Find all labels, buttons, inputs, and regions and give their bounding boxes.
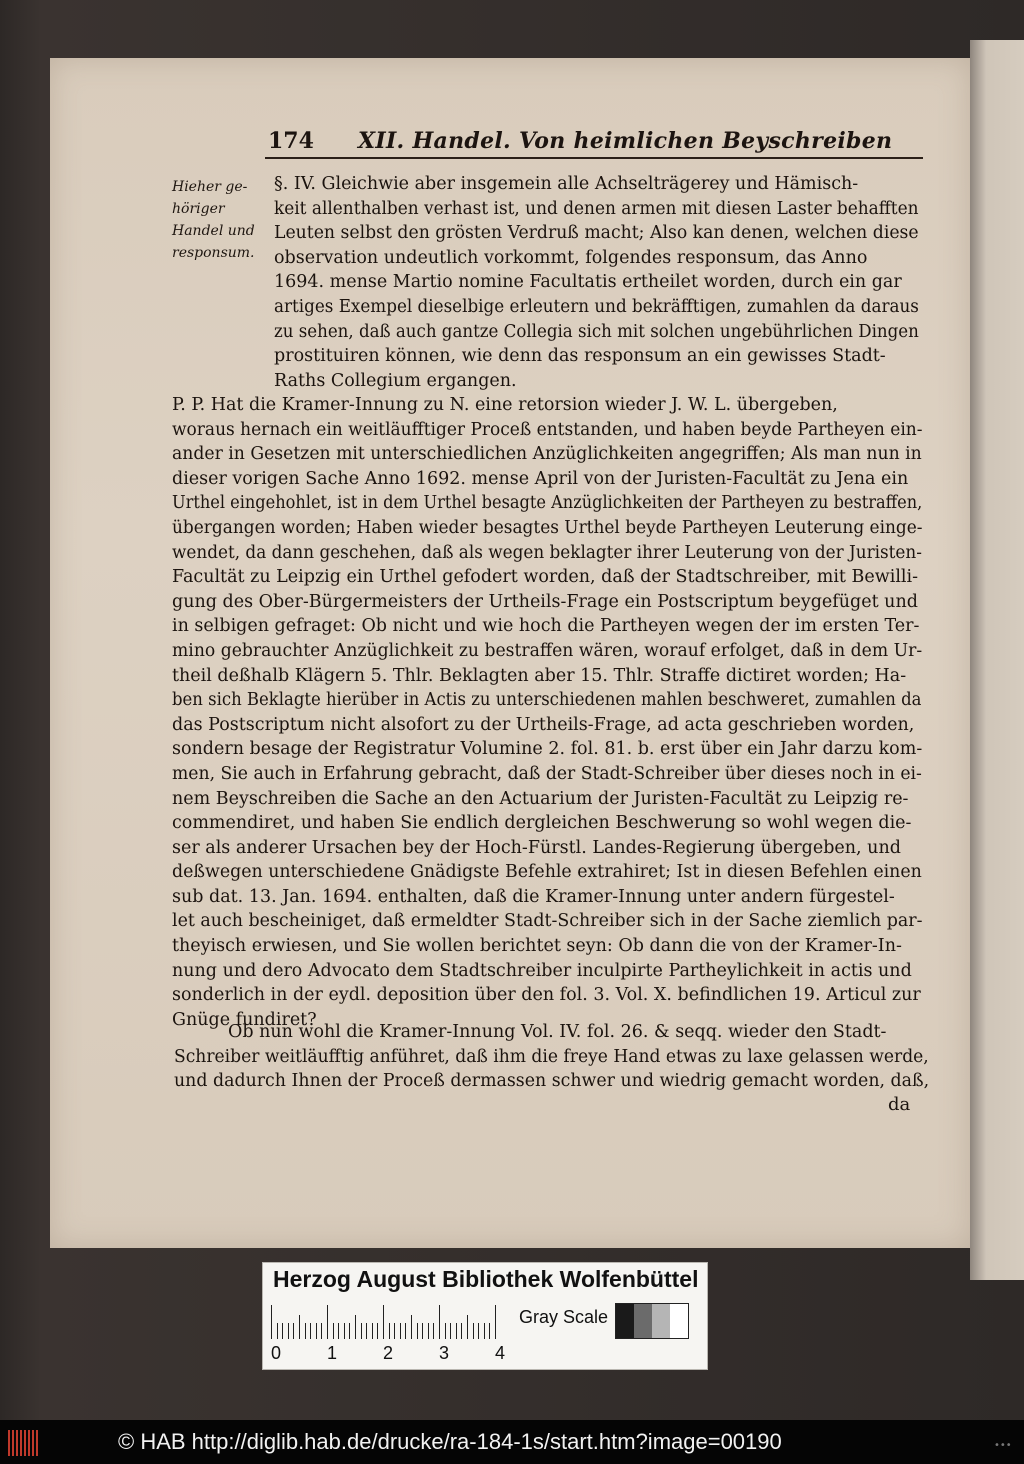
text-line: commendiret, und haben Sie endlich dergleichen Beschwerung so wohl wegen die- [172,813,912,834]
text-line: observation undeutlich vorkommt, folgendes responsum, das Anno [274,247,868,268]
running-title: XII. Handel. Von heimlichen Beyschreiben [358,128,893,154]
logo-stripe [16,1430,18,1456]
text-line: Ob nun wohl die Kramer-Innung Vol. IV. fol. 26. & seqq. wieder den Stadt- [228,1022,887,1042]
margin-note-line: Hieher ge- [172,179,248,195]
footer-bar [0,1420,1024,1464]
ruler-tick [293,1323,294,1339]
gray-scale-swatches [615,1303,689,1339]
ruler-tick [299,1315,300,1339]
ruler-tick [433,1323,434,1339]
paragraph-pp [172,393,922,1032]
text-line: Schreiber weitläufftig anführet, daß ihm die freye Hand etwas zu laxe gelassen werde, [174,1046,929,1067]
logo-stripe [20,1430,22,1456]
text-line: übergangen worden; Haben wieder besagtes Urthel beyde Partheyen Leuterung einge- [172,517,923,538]
ruler-tick [316,1323,317,1339]
text-line: zu sehen, daß auch gantze Collegia sich mit solchen ungebührlichen Dingen [274,321,919,342]
gray-scale-label: Gray Scale [519,1307,609,1327]
text-line: prostituiren können, wie denn das responsum an ein gewisses Stadt- [274,346,886,367]
text-line: Urthel eingehohlet, ist in dem Urthel besagte Anzüglichkeiten der Partheyen zu bestraffen, [172,493,923,514]
text-line: Gnüge fundiret? [172,1009,317,1030]
margin-note [172,176,268,264]
text-line: woraus hernach ein weitläufftiger Proceß entstanden, und haben beyde Partheyen ein- [172,419,923,440]
text-line: ben sich Beklagte hierüber in Actis zu unterschiedenen mahlen beschweret, zumahlen da [172,690,922,711]
ruler-tick [271,1305,272,1339]
gray-swatch [634,1304,652,1338]
text-line: men, Sie auch in Erfahrung gebracht, daß der Stadt-Schreiber über dieses noch in ei- [172,763,922,784]
logo-stripe [8,1430,10,1456]
text-line: 1694. mense Martio nomine Facultatis ertheilet worden, durch ein gar [274,272,902,293]
logo-stripe [12,1430,14,1456]
ruler-number: 1 [327,1343,338,1363]
text-line: artiges Exempel dieselbige erleutern und bekräfftigen, zumahlen da daraus [274,296,919,317]
ruler-tick [383,1305,384,1339]
adjacent-page-edge [970,40,1024,1280]
ruler-tick [344,1323,345,1339]
gray-swatch [670,1304,688,1338]
ruler-tick [495,1305,496,1339]
text-line: §. IV. Gleichwie aber insgemein alle Achselträgerey und Hämisch- [274,174,859,194]
catchword: da [888,1094,911,1115]
text-line: wendet, da dann geschehen, daß als wegen beklagter ihrer Leuterung von der Juristen- [172,542,922,563]
footer-copyright-url[interactable]: © HAB http://diglib.hab.de/drucke/ra-184-1s/start.htm?image=00190 [118,1429,782,1454]
text-line: gung des Ober-Bürgermeisters der Urtheils-Frage ein Postscriptum beygefüget und [172,591,918,612]
page-number: 174 [268,128,314,154]
text-line: theil deßhalb Klägern 5. Thlr. Beklagten aber 15. Thlr. Straffe dictiret worden; Ha- [172,665,907,686]
ruler-tick [400,1323,401,1339]
ruler-tick [277,1323,278,1339]
text-line: und dadurch Ihnen der Proceß dermassen schwer und wiedrig gemacht worden, daß, [174,1071,930,1092]
ruler-tick [461,1323,462,1339]
ruler-tick [422,1323,423,1339]
ruler-tick [389,1323,390,1339]
text-line: keit allenthalben verhast ist, und denen armen mit diesen Laster behafften [274,198,919,219]
gray-swatch [652,1304,670,1338]
ruler-tick [288,1323,289,1339]
ruler-numbers [267,1343,517,1365]
ruler-tick [428,1323,429,1339]
paragraph-section-iv [274,172,919,393]
ruler-tick [489,1323,490,1339]
text-line: deßwegen unterschiedene Gnädigste Befehle extrahiret; Ist in diesen Befehlen einen [172,862,922,883]
ruler-tick [377,1323,378,1339]
ruler-tick [467,1315,468,1339]
ruler-tick [417,1323,418,1339]
text-line: ser als anderer Ursachen bey der Hoch-Fürstl. Landes-Regierung übergeben, und [172,837,901,858]
text-line: nem Beyschreiben die Sache an den Actuarium der Juristen-Facultät zu Leipzig re- [172,788,909,809]
ruler-tick [405,1323,406,1339]
ruler-tick [310,1323,311,1339]
ruler-tick [450,1323,451,1339]
hab-logo-icon [8,1430,38,1456]
margin-note-line: Handel und [172,223,255,239]
ruler-tick [411,1315,412,1339]
ruler-tick [473,1323,474,1339]
scale-ruler [271,1305,511,1339]
ruler-tick [321,1323,322,1339]
gray-swatch [616,1304,634,1338]
text-line: Raths Collegium ergangen. [274,370,517,391]
logo-stripe [36,1430,38,1456]
text-line: Leuten selbst den grösten Verdruß macht; Also kan denen, welchen diese [274,223,919,244]
ruler-tick [305,1323,306,1339]
text-line: Facultät zu Leipzig ein Urthel gefodert worden, daß der Stadtschreiber, mit Bewilli- [172,567,919,588]
text-line: let auch bescheiniget, daß ermeldter Stadt-Schreiber sich in der Sache ziemlich par- [172,911,923,932]
library-color-card [262,1262,708,1370]
ruler-tick [394,1323,395,1339]
ruler-number: 4 [495,1343,506,1363]
ruler-tick [327,1305,328,1339]
text-line: sondern besage der Registratur Volumine 2. fol. 81. b. erst über ein Jahr darzu kom- [172,739,923,760]
text-line: dieser vorigen Sache Anno 1692. mense April von der Juristen-Facultät zu Jena ein [172,468,909,489]
library-title: Herzog August Bibliothek Wolfenbüttel [273,1266,699,1292]
ruler-number: 3 [439,1343,450,1363]
text-line: ander in Gesetzen mit unterschiedlichen Anzüglichkeiten angegriffen; Als man nun in [172,444,922,465]
text-line: sonderlich in der eydl. deposition über den fol. 3. Vol. X. befindlichen 19. Articul zur [172,985,921,1006]
paragraph-ob-nun [174,1020,929,1094]
ruler-tick [349,1323,350,1339]
header-rule [265,157,923,159]
ruler-tick [282,1323,283,1339]
logo-stripe [28,1430,30,1456]
text-line: sub dat. 13. Jan. 1694. enthalten, daß die Kramer-Innung unter andern fürgestel- [172,886,895,907]
logo-stripe [24,1430,26,1456]
margin-note-line: höriger [172,201,225,217]
logo-stripe [32,1430,34,1456]
ruler-tick [361,1323,362,1339]
text-line: theyisch erwiesen, und Sie wollen berichtet seyn: Ob dann die von der Kramer-In- [172,936,902,957]
ruler-tick [338,1323,339,1339]
ruler-tick [333,1323,334,1339]
ruler-tick [355,1315,356,1339]
footer-dots: ••• [994,1440,1012,1451]
ruler-tick [445,1323,446,1339]
text-line: mino gebrauchter Anzüglichkeit zu bestraffen wären, worauf erfolget, daß in dem Ur- [172,640,923,661]
ruler-tick [366,1323,367,1339]
margin-note-line: responsum. [172,245,255,261]
text-line: P. P. Hat die Kramer-Innung zu N. eine retorsion wieder J. W. L. übergeben, [172,395,838,415]
text-line: das Postscriptum nicht alsofort zu der Urtheils-Frage, ad acta geschrieben worden, [172,714,915,735]
ruler-tick [439,1305,440,1339]
ruler-tick [372,1323,373,1339]
text-line: in selbigen gefraget: Ob nicht und wie hoch die Partheyen wegen der im ersten Ter- [172,616,920,637]
text-line: nung und dero Advocato dem Stadtschreiber inculpirte Partheylichkeit in actis und [172,960,912,981]
ruler-tick [484,1323,485,1339]
ruler-tick [456,1323,457,1339]
ruler-number: 2 [383,1343,394,1363]
ruler-number: 0 [271,1343,282,1363]
ruler-tick [478,1323,479,1339]
